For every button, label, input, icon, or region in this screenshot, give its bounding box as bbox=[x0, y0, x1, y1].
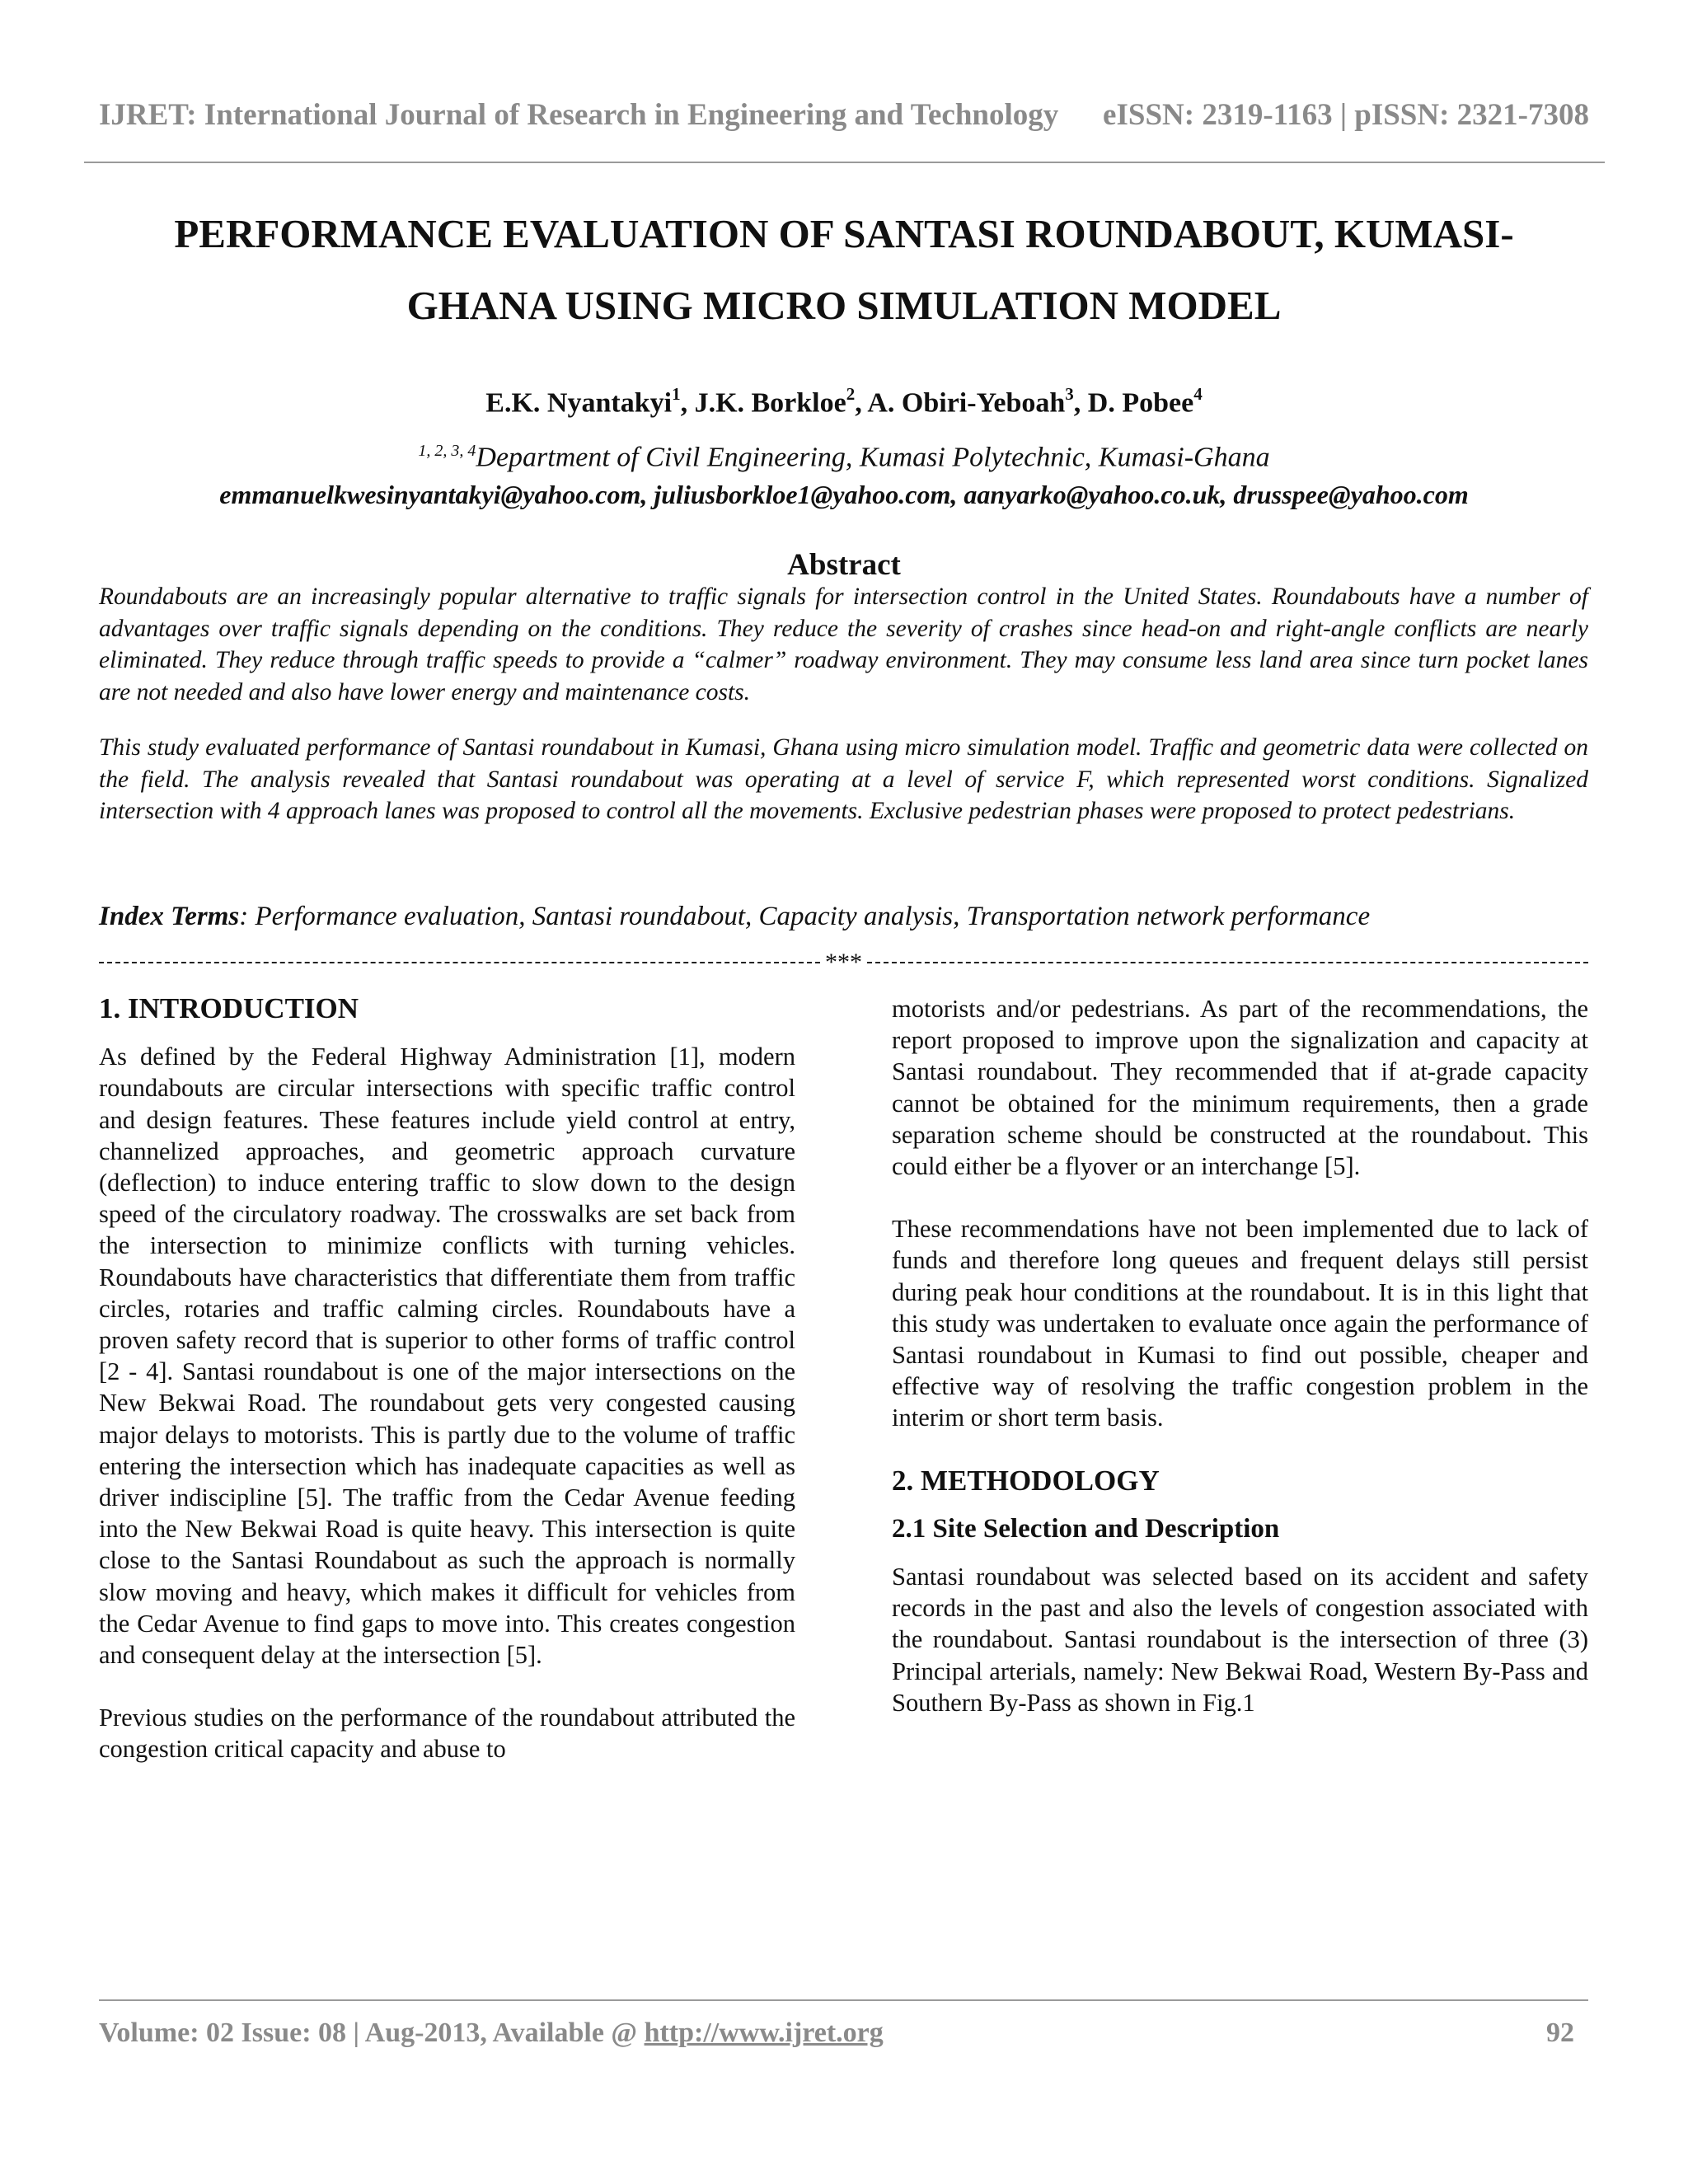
abstract-paragraph-1: Roundabouts are an increasingly popular alternative to traffic signals for intersection control in the United States. Roundabouts have a number of advantages over traffic signals depending on the conditions. They reduce the severity of crashes since head-on and right-angle conflicts are nearly eliminated. They reduce through traffic speeds to provide a “calmer” roadway environment. They may consume less land area since turn pocket lanes are not needed and also have lower energy and maintenance costs. bbox=[99, 583, 1588, 705]
right-paragraph-2: These recommendations have not been implemented due to lack of funds and therefore long queues and frequent delays still persist during peak hour conditions at the roundabout. It is in this light that this study was undertaken to evaluate once again the performance of Santasi roundabout in Kumasi to find out possible, cheaper and effective way of resolving the traffic congestion problem in the interim or short term basis. bbox=[892, 1215, 1588, 1432]
title-line-2: GHANA USING MICRO SIMULATION MODEL bbox=[406, 283, 1282, 328]
author-sup: 4 bbox=[1193, 384, 1203, 404]
left-column bbox=[99, 993, 795, 1765]
author-sep: , bbox=[680, 387, 695, 419]
author-sep: , bbox=[855, 387, 868, 419]
author-list bbox=[82, 386, 1606, 419]
section-heading-introduction: 1. INTRODUCTION bbox=[99, 992, 359, 1024]
running-header bbox=[99, 97, 1589, 133]
site-paragraph: Santasi roundabout was selected based on its accident and safety records in the past and also the levels of congestion associated with the roundabout. Santasi roundabout is the intersection of three (3) Principal arterials, namely: New Bekwai Road, Western By-Pass and Southern By-Pass as shown in Fig.1 bbox=[892, 1563, 1588, 1717]
issn: eISSN: 2319-1163 | pISSN: 2321-7308 bbox=[1103, 98, 1589, 132]
author-name: E.K. Nyantakyi bbox=[485, 387, 673, 419]
author-sep: , bbox=[1073, 387, 1088, 419]
running-footer bbox=[99, 2018, 1574, 2049]
footer-prefix: Volume: 02 Issue: 08 | Aug-2013, Available @ bbox=[99, 2018, 645, 2048]
author-sup: 3 bbox=[1065, 384, 1074, 404]
page-number: 92 bbox=[1546, 2018, 1574, 2048]
author-name: J.K. Borkloe bbox=[694, 387, 846, 419]
author-name: A. Obiri-Yeboah bbox=[867, 387, 1066, 419]
journal-name: IJRET: International Journal of Research in Engineering and Technology bbox=[99, 98, 1059, 132]
author-name: D. Pobee bbox=[1087, 387, 1194, 419]
author-emails: emmanuelkwesinyantakyi@yahoo.com, juliusborkloe1@yahoo.com, aanyarko@yahoo.co.uk, drusspee@yahoo.com bbox=[219, 480, 1469, 509]
header-rule bbox=[84, 162, 1605, 163]
journal-website-link[interactable]: http://www.ijret.org bbox=[644, 2018, 884, 2048]
title-line-1: PERFORMANCE EVALUATION OF SANTASI ROUNDABOUT, KUMASI- bbox=[174, 211, 1514, 256]
index-terms bbox=[99, 902, 1588, 932]
subsection-heading-site: 2.1 Site Selection and Description bbox=[892, 1513, 1280, 1544]
author-sup: 2 bbox=[846, 384, 856, 404]
affiliation-sup: 1, 2, 3, 4 bbox=[418, 442, 476, 460]
footer-rule bbox=[99, 1999, 1588, 2001]
divider-dashes-left bbox=[99, 962, 820, 963]
abstract-heading: Abstract bbox=[787, 548, 901, 582]
right-paragraph-1: motorists and/or pedestrians. As part of the recommendations, the report proposed to improve upon the signalization and capacity at Santasi roundabout. They recommended that if at-grade capacity cannot be obtained for the minimum requirements, then a grade separation scheme should be constructed at the roundabout. This could either be a flyover or an interchange [5]. bbox=[892, 995, 1588, 1181]
section-heading-methodology: 2. METHODOLOGY bbox=[892, 1464, 1160, 1497]
author-sup: 1 bbox=[672, 384, 681, 404]
divider-stars: *** bbox=[825, 949, 862, 976]
index-terms-text: : Performance evaluation, Santasi roundabout, Capacity analysis, Transportation network performance bbox=[239, 902, 1371, 931]
intro-paragraph-2: Previous studies on the performance of the roundabout attributed the congestion critical capacity and abuse to bbox=[99, 1704, 795, 1764]
divider-dashes-right bbox=[867, 962, 1588, 963]
paper-title bbox=[82, 198, 1606, 341]
right-column bbox=[892, 993, 1588, 1718]
footer-volume bbox=[99, 2018, 884, 2049]
affiliation-text: Department of Civil Engineering, Kumasi Polytechnic, Kumasi-Ghana bbox=[476, 442, 1270, 473]
section-divider bbox=[99, 948, 1588, 977]
index-terms-label: Index Terms bbox=[99, 902, 240, 931]
intro-paragraph-1: As defined by the Federal Highway Administration [1], modern roundabouts are circular intersections with specific traffic control and design features. These features include yield control at entry, channelized approaches, and geometric approach curvature (deflection) to induce entering traffic to slow down to the design speed of the circulatory roadway. The crosswalks are set back from the intersection to minimize conflicts with turning vehicles. Roundabouts have characteristics that differentiate them from traffic circles, rotaries and traffic calming circles. Roundabouts have a proven safety record that is superior to other forms of traffic control [2 - 4]. Santasi roundabout is one of the major intersections on the New Bekwai Road. The roundabout gets very congested causing major delays to motorists. This is partly due to the volume of traffic entering the intersection which has inadequate capacities as well as driver indiscipline [5]. The traffic from the Cedar Avenue feeding into the New Bekwai Road is quite heavy. This intersection is quite close to the Santasi Roundabout as such the approach is normally slow moving and heavy, which makes it difficult for vehicles from the Cedar Avenue to find gaps to move into. This creates congestion and consequent delay at the intersection [5]. bbox=[99, 1043, 795, 1670]
affiliation bbox=[82, 442, 1606, 473]
abstract-paragraph-2: This study evaluated performance of Santasi roundabout in Kumasi, Ghana using micro simulation model. Traffic and geometric data were collected on the field. The analysis revealed that Santasi roundabout was operating at a level of service F, which represented worst conditions. Signalized intersection with 4 approach lanes was proposed to control all the movements. Exclusive pedestrian phases were proposed to protect pedestrians. bbox=[99, 734, 1588, 824]
